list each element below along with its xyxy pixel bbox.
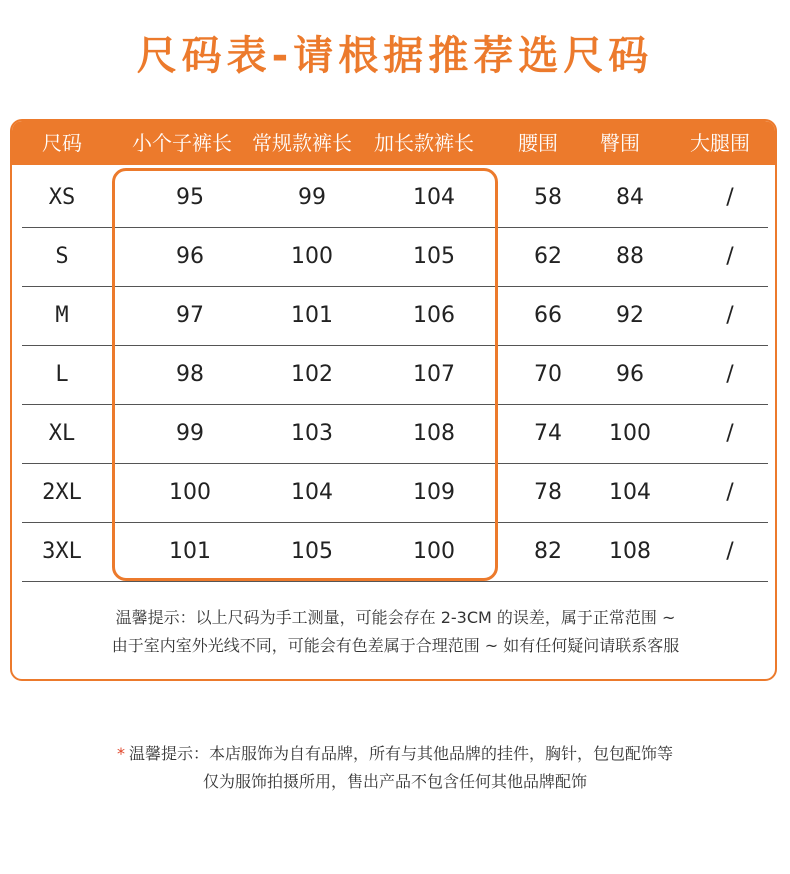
cell-size: XS <box>48 185 76 210</box>
cell-thigh: / <box>726 421 734 446</box>
header-regular-length: 常规款裤长 <box>252 131 352 155</box>
cell-hip: 108 <box>609 539 651 564</box>
cell-waist: 82 <box>534 539 562 564</box>
header-hip: 臀围 <box>600 131 640 155</box>
cell-size: XL <box>48 421 76 446</box>
cell-long-length: 105 <box>413 244 455 269</box>
cell-thigh: / <box>726 539 734 564</box>
header-waist: 腰围 <box>518 131 558 155</box>
cell-thigh: / <box>726 244 734 269</box>
cell-regular-length: 101 <box>291 303 333 328</box>
cell-waist: 58 <box>534 185 562 210</box>
cell-thigh: / <box>726 185 734 210</box>
cell-regular-length: 102 <box>291 362 333 387</box>
cell-long-length: 108 <box>413 421 455 446</box>
header-thigh: 大腿围 <box>690 131 750 155</box>
cell-long-length: 109 <box>413 480 455 505</box>
cell-hip: 92 <box>616 303 644 328</box>
cell-regular-length: 99 <box>298 185 326 210</box>
cell-long-length: 104 <box>413 185 455 210</box>
cell-hip: 104 <box>609 480 651 505</box>
size-chart-table <box>10 119 777 681</box>
cell-hip: 96 <box>616 362 644 387</box>
cell-petite-length: 100 <box>169 480 211 505</box>
cell-petite-length: 99 <box>176 421 204 446</box>
cell-waist: 66 <box>534 303 562 328</box>
cell-petite-length: 95 <box>176 185 204 210</box>
cell-long-length: 100 <box>413 539 455 564</box>
cell-regular-length: 100 <box>291 244 333 269</box>
cell-waist: 70 <box>534 362 562 387</box>
cell-thigh: / <box>726 362 734 387</box>
cell-petite-length: 96 <box>176 244 204 269</box>
header-size: 尺码 <box>42 131 82 155</box>
cell-waist: 62 <box>534 244 562 269</box>
cell-petite-length: 98 <box>176 362 204 387</box>
cell-petite-length: 101 <box>169 539 211 564</box>
cell-hip: 84 <box>616 185 644 210</box>
asterisk-marker: * <box>116 744 125 763</box>
cell-regular-length: 104 <box>291 480 333 505</box>
tip-text-line-1: 温馨提示：以上尺码为手工测量，可能会存在 2-3CM 的误差，属于正常范围 ~ <box>115 608 676 627</box>
cell-size: L <box>55 362 69 387</box>
cell-thigh: / <box>726 303 734 328</box>
note-line-1 <box>0 741 790 764</box>
length-columns-highlight <box>112 168 498 581</box>
cell-size: 3XL <box>42 539 82 564</box>
cell-waist: 78 <box>534 480 562 505</box>
cell-hip: 100 <box>609 421 651 446</box>
header-petite-length: 小个子裤长 <box>132 131 232 155</box>
page-title: 尺码表-请根据推荐选尺码 <box>136 33 654 79</box>
cell-long-length: 107 <box>413 362 455 387</box>
table-header <box>12 121 775 165</box>
cell-size: S <box>55 244 69 269</box>
cell-long-length: 106 <box>413 303 455 328</box>
tip-text-line-2: 由于室内室外光线不同，可能会有色差属于合理范围 ~ 如有任何疑问请联系客服 <box>111 636 680 655</box>
cell-regular-length: 105 <box>291 539 333 564</box>
note-text-line-2: 仅为服饰拍摄所用，售出产品不包含任何其他品牌配饰 <box>202 772 587 791</box>
header-long-length: 加长款裤长 <box>374 131 474 155</box>
cell-regular-length: 103 <box>291 421 333 446</box>
cell-hip: 88 <box>616 244 644 269</box>
cell-petite-length: 97 <box>176 303 204 328</box>
cell-thigh: / <box>726 480 734 505</box>
note-text-line-1: 温馨提示：本店服饰为自有品牌，所有与其他品牌的挂件，胸针，包包配饰等 <box>128 744 673 763</box>
cell-size: M <box>55 303 69 328</box>
cell-size: 2XL <box>42 480 82 505</box>
cell-waist: 74 <box>534 421 562 446</box>
